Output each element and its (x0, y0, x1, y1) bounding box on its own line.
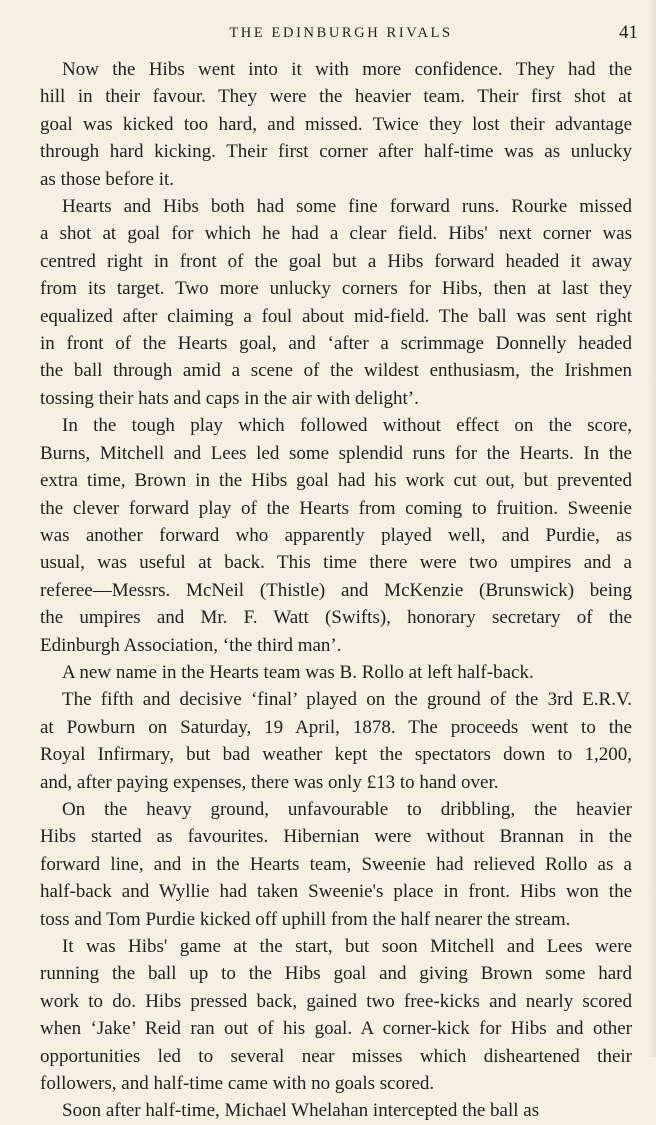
text-line: through hard kicking. Their first corner after half-time was as unlucky (40, 141, 632, 163)
text-line: extra time, Brown in the Hibs goal had his work cut out, but prevented (40, 470, 632, 492)
text-line: In the tough play which followed without effect on the score, (62, 415, 632, 437)
paragraph (40, 412, 632, 659)
text-line: centred right in front of the goal but a Hibs forward headed it away (40, 250, 632, 272)
running-head (40, 22, 642, 48)
text-line: opportunities led to several near misses which disheartened their (40, 1045, 632, 1067)
page-edge-shadow (648, 0, 656, 1057)
paragraph (40, 686, 632, 796)
body-text (40, 56, 632, 1125)
text-line: followers, and half-time came with no goals scored. (40, 1073, 435, 1095)
text-line: Edinburgh Association, ‘the third man’. (40, 634, 342, 656)
text-line: at Powburn on Saturday, 19 April, 1878. The proceeds went to the (40, 716, 632, 738)
paragraph (40, 933, 632, 1097)
text-line: referee—Messrs. McNeil (Thistle) and McKenzie (Brunswick) being (40, 579, 632, 601)
text-line: A new name in the Hearts team was B. Rollo at left half-back. (62, 661, 534, 683)
text-line: Royal Infirmary, but bad weather kept the spectators down to 1,200, (40, 744, 632, 766)
text-line: the umpires and Mr. F. Watt (Swifts), honorary secretary of the (40, 607, 632, 629)
text-line: It was Hibs' game at the start, but soon Mitchell and Lees were (62, 936, 632, 957)
paragraph (40, 1097, 632, 1124)
paragraph (40, 796, 632, 933)
paragraph (40, 193, 632, 412)
text-line: when ‘Jake’ Reid ran out of his goal. A corner-kick for Hibs and other (40, 1018, 632, 1040)
text-line: The fifth and decisive ‘final’ played on the ground of the 3rd E.R.V. (62, 689, 632, 711)
paragraph (40, 56, 632, 193)
text-line: Hearts and Hibs both had some fine forward runs. Rourke missed (62, 196, 632, 218)
text-line: hill in their favour. They were the heavier team. Their first shot at (40, 86, 632, 108)
text-line: was another forward who apparently played well, and Purdie, as (40, 524, 632, 546)
text-line: toss and Tom Purdie kicked off uphill from the half nearer the stream. (40, 908, 571, 930)
paragraph (40, 659, 632, 686)
text-line: half-back and Wyllie had taken Sweenie's place in front. Hibs won the (40, 881, 632, 903)
text-line: tossing their hats and caps in the air with delight’. (40, 387, 419, 409)
text-line: from its target. Two more unlucky corners for Hibs, then at last they (40, 278, 632, 300)
text-line: equalized after claiming a foul about mid-field. The ball was sent right (40, 305, 632, 327)
text-line: work to do. Hibs pressed back, gained two free-kicks and nearly scored (40, 990, 632, 1012)
text-line: the clever forward play of the Hearts from coming to fruition. Sweenie (40, 497, 632, 519)
text-line: goal was kicked too hard, and missed. Twice they lost their advantage (40, 113, 632, 135)
text-line: and, after paying expenses, there was only £13 to hand over. (40, 771, 499, 793)
page-number: 41 (619, 22, 638, 43)
text-line: in front of the Hearts goal, and ‘after a scrimmage Donnelly headed (40, 333, 632, 355)
text-line: Hibs started as favourites. Hibernian were without Brannan in the (40, 826, 632, 848)
text-line: Burns, Mitchell and Lees led some splendid runs for the Hearts. In the (40, 442, 632, 464)
text-line: On the heavy ground, unfavourable to dribbling, the heavier (62, 798, 632, 820)
text-line: usual, was useful at back. This time there were two umpires and a (40, 552, 632, 574)
text-line: a shot at goal for which he had a clear field. Hibs' next corner was (40, 223, 632, 245)
text-line: Now the Hibs went into it with more confidence. They had the (62, 59, 632, 80)
text-line: forward line, and in the Hearts team, Sweenie had relieved Rollo as a (40, 853, 632, 875)
text-line: the ball through amid a scene of the wildest enthusiasm, the Irishmen (40, 360, 632, 382)
text-line: Soon after half-time, Michael Whelahan intercepted the ball as (62, 1100, 540, 1122)
text-line: as those before it. (40, 168, 175, 190)
text-line: running the ball up to the Hibs goal and giving Brown some hard (40, 963, 632, 985)
running-head-title: THE EDINBURGH RIVALS (229, 25, 453, 41)
